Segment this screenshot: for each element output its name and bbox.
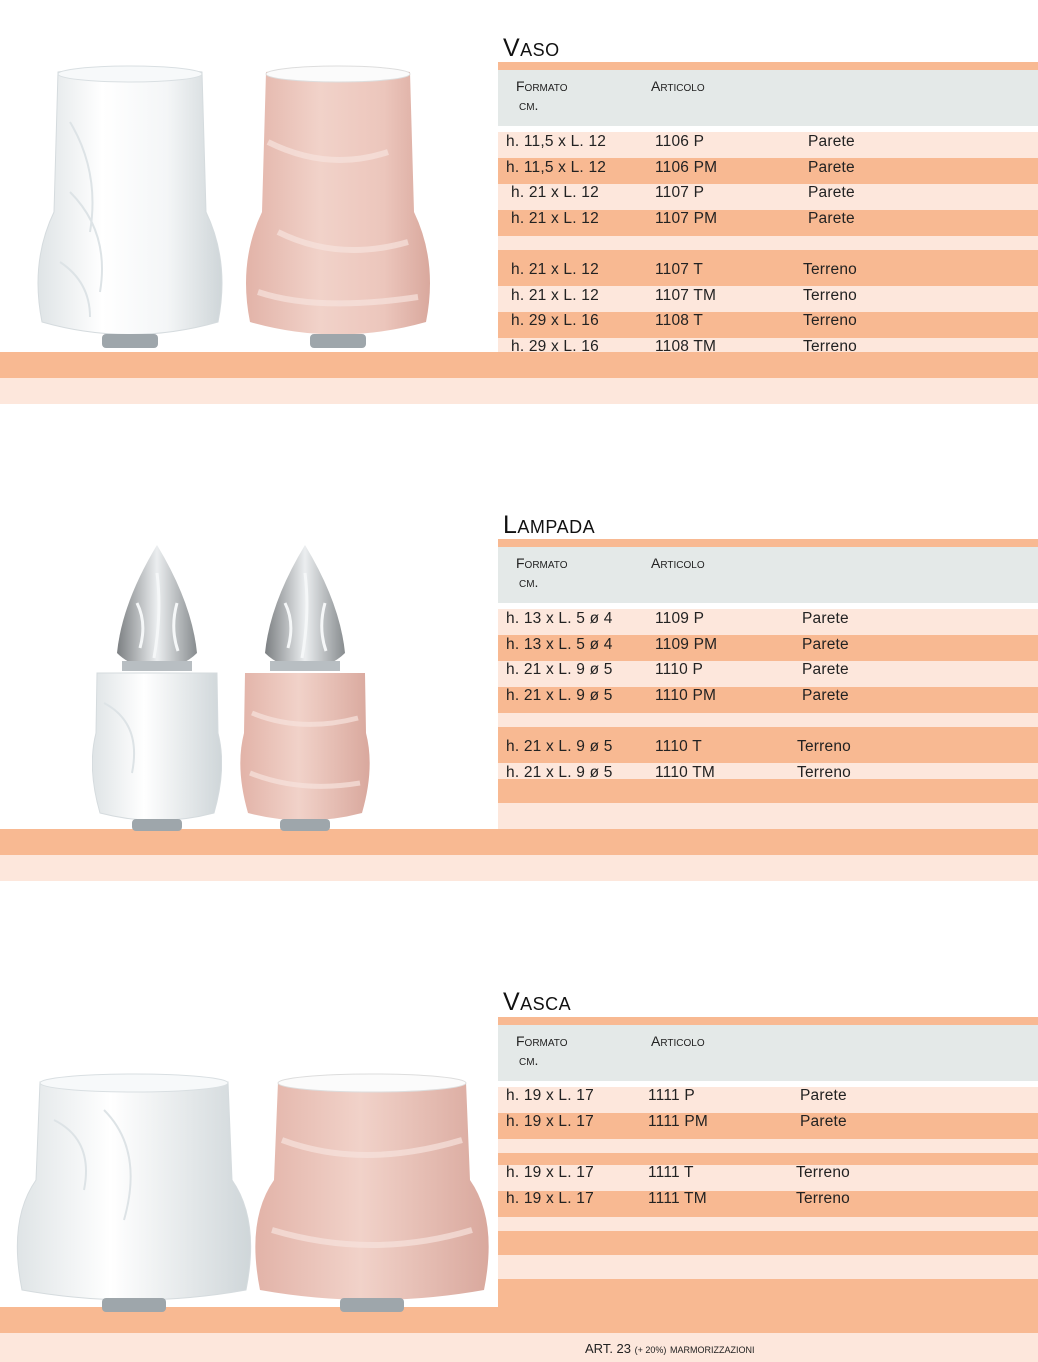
- section-vasca: Vasca Formato cm. Articolo h. 19 x L. 17 1111 P Parete h. 19 x L. 17 1111 PM Parete h. 19 x L. 17 1111 T Terreno h. 19 x L. 17 1111 TM Terreno: [0, 0, 1038, 1362]
- col-header-articolo: Articolo: [651, 1033, 705, 1049]
- col-header-cm: cm.: [519, 1052, 539, 1068]
- section-title: Lampada: [503, 511, 596, 539]
- section-title: Vasca: [503, 988, 572, 1016]
- col-header-articolo: Articolo: [651, 555, 705, 571]
- col-header-formato: Formato: [516, 1033, 568, 1049]
- basin-pink-marble-image: [252, 1070, 492, 1316]
- footer-note: ART. 23 (+ 20%) MARMORIZZAZIONI: [585, 1341, 755, 1356]
- basin-white-image: [14, 1070, 254, 1316]
- section-title: Vaso: [503, 34, 560, 62]
- col-header-cm: cm.: [519, 97, 539, 113]
- table-stripes: [498, 1017, 1038, 1307]
- col-header-articolo: Articolo: [651, 78, 705, 94]
- col-header-formato: Formato: [516, 555, 568, 571]
- section-lampada: Lampada Formato cm. Articolo h. 13 x L. 5 ø 4 1109 P Parete h. 13 x L. 5 ø 4 1109 PM Parete h. 21 x L. 9 ø 5 1110 P Parete h. 21 x L. 9 ø 5 1110 PM Parete h. 21 x L. 9 ø 5 1110 T Terreno h. 21 x L. 9 ø 5 1110 TM Terreno: [0, 0, 1038, 900]
- col-header-cm: cm.: [519, 574, 539, 590]
- section-vaso: Vaso Formato cm. Articolo h. 11,5 x L. 12 1106 P Parete h. 11,5 x L. 12 1106 PM Parete h. 21 x L. 12 1107 P Parete h. 21 x L. 12 1107 PM Parete h. 21 x L. 12 1107 T Terreno h. 21 x L. 12 1107 TM Terreno h. 29 x L. 16 1108 T Terreno h. 29 x L. 16 1108 TM Terreno: [0, 0, 1038, 420]
- col-header-formato: Formato: [516, 78, 568, 94]
